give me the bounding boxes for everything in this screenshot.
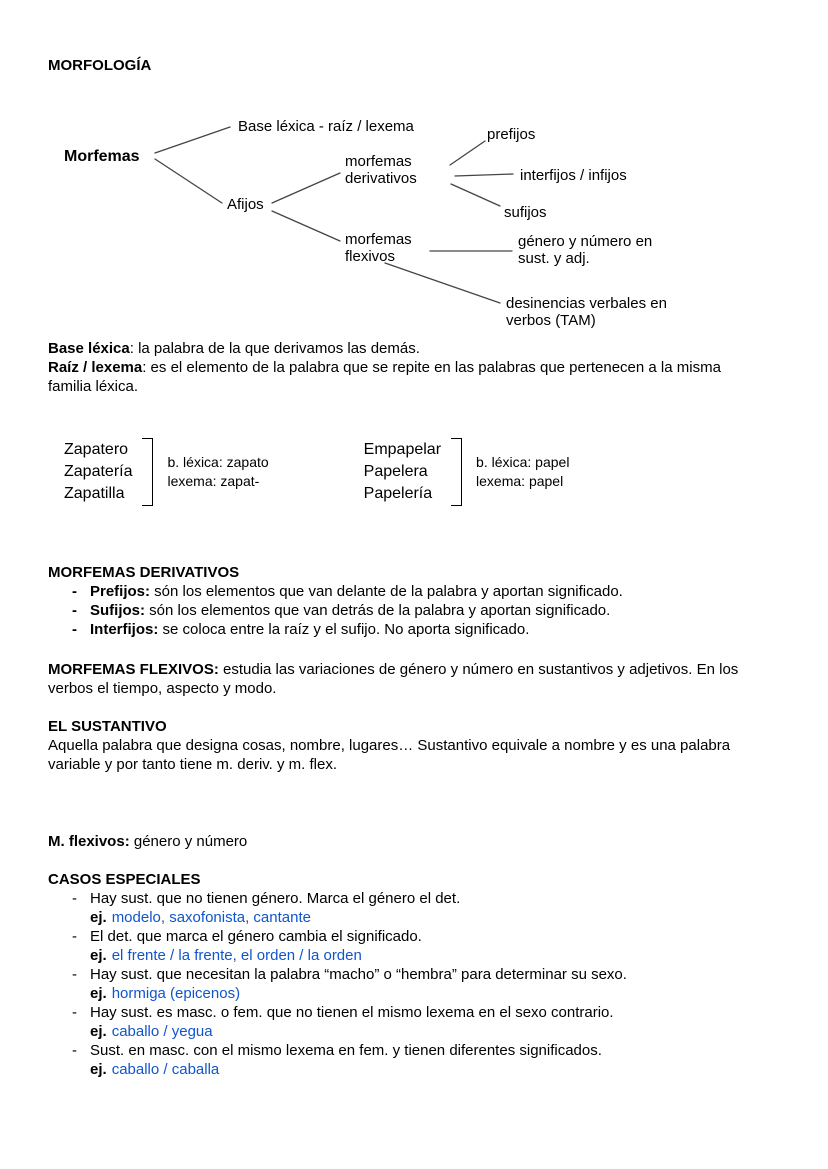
example-notes	[476, 453, 569, 491]
example-words	[364, 439, 441, 505]
definition-term: Raíz / lexema	[48, 359, 143, 376]
diagram-node-morfemas-flexivos: morfemas flexivos	[345, 231, 412, 265]
ej-label: ej.	[90, 1061, 107, 1078]
example-notes	[167, 453, 268, 491]
example-word: Empapelar	[363, 441, 442, 458]
diagram-node-sufijos: sufijos	[504, 204, 547, 221]
section-casos-especiales	[48, 870, 758, 1079]
definitions-block	[48, 339, 758, 396]
list-item-text: El det. que marca el género cambia el significado.	[90, 928, 422, 945]
example-note: b. léxica: papel	[476, 454, 570, 470]
definition-text: : es el elemento de la palabra que se repite en las palabras que pertenecen a la misma familia léxica.	[48, 359, 721, 395]
example-word: Papelera	[363, 463, 428, 480]
m-flexivos-line	[48, 832, 758, 851]
ej-label: ej.	[90, 947, 107, 964]
example-words	[64, 439, 132, 505]
diagram-node-base-lexica: Base léxica - raíz / lexema	[238, 118, 414, 135]
example-blue-text: modelo, saxofonista, cantante	[111, 909, 311, 926]
list-item	[48, 1003, 758, 1022]
list-item	[48, 601, 758, 620]
section-heading: CASOS ESPECIALES	[48, 871, 201, 888]
diagram-node-afijos: Afijos	[227, 196, 264, 213]
bullet-marker: -	[72, 890, 77, 907]
list-item-text	[90, 582, 623, 601]
example-blue-text: caballo / yegua	[111, 1023, 213, 1040]
diagram-node-prefijos: prefijos	[487, 126, 536, 143]
examples-row	[64, 438, 828, 506]
diagram-node-interfijos: interfijos / infijos	[520, 167, 627, 184]
list-item-text	[90, 601, 610, 620]
example-group-zapato	[64, 438, 269, 506]
example-line	[90, 946, 758, 965]
example-line	[90, 1022, 758, 1041]
bullet-marker: -	[72, 602, 77, 619]
paragraph-text: género y número	[129, 833, 248, 850]
ej-label: ej.	[90, 1023, 107, 1040]
example-blue-text: hormiga (epicenos)	[111, 985, 241, 1002]
section-morfemas-flexivos	[48, 660, 758, 698]
section-body: Aquella palabra que designa cosas, nombre, lugares… Sustantivo equivale a nombre y es una palabra variable y por tanto tiene m. deriv. y m. flex.	[48, 737, 731, 773]
list-item	[48, 620, 758, 639]
example-line	[90, 984, 758, 1003]
morphemes-tree-diagram	[0, 111, 828, 339]
diagram-node-morfemas-derivativos: morfemas derivativos	[345, 153, 417, 187]
bullet-marker: -	[72, 1004, 77, 1021]
bracket-shape	[142, 438, 153, 506]
example-line	[90, 1060, 758, 1079]
list-item-text: Sust. en masc. con el mismo lexema en fem. y tienen diferentes significados.	[90, 1042, 602, 1059]
list-item	[48, 889, 758, 908]
example-note: lexema: papel	[476, 473, 564, 489]
definition-text: : la palabra de la que derivamos las demás.	[129, 340, 420, 357]
list-item	[48, 582, 758, 601]
example-word: Papelería	[363, 485, 433, 502]
ej-label: ej.	[90, 985, 107, 1002]
list-rest: se coloca entre la raíz y el sufijo. No aporta significado.	[158, 621, 530, 638]
bullet-marker: -	[72, 583, 77, 600]
paragraph-lead: MORFEMAS FLEXIVOS:	[48, 661, 219, 678]
list-item	[48, 927, 758, 946]
example-blue-text: el frente / la frente, el orden / la orden	[111, 947, 362, 964]
list-item-text: Hay sust. que necesitan la palabra “macho” o “hembra” para determinar su sexo.	[90, 966, 627, 983]
paragraph-text: estudia las variaciones de género y número en sustantivos y adjetivos. En los verbos el tiempo, aspecto y modo.	[48, 661, 739, 697]
section-morfemas-derivativos	[48, 563, 758, 639]
definition-raiz-lexema	[48, 358, 758, 396]
ej-label: ej.	[90, 909, 107, 926]
list-item-text: Hay sust. que no tienen género. Marca el género el det.	[90, 890, 461, 907]
list-term: Sufijos:	[90, 602, 145, 619]
list-rest: són los elementos que van detrás de la palabra y aportan significado.	[145, 602, 611, 619]
example-line	[90, 908, 758, 927]
list-item-text	[90, 620, 529, 639]
list-item	[48, 965, 758, 984]
section-heading: EL SUSTANTIVO	[48, 718, 167, 735]
bullet-marker: -	[72, 966, 77, 983]
list-item	[48, 1041, 758, 1060]
paragraph-lead: M. flexivos:	[48, 833, 130, 850]
bracket-shape	[451, 438, 462, 506]
definition-term: Base léxica	[48, 340, 130, 357]
example-blue-text: caballo / caballa	[111, 1061, 220, 1078]
example-word: Zapatilla	[64, 485, 125, 502]
example-group-papel	[364, 438, 570, 506]
diagram-node-desinencias: desinencias verbales en verbos (TAM)	[506, 295, 667, 329]
section-el-sustantivo	[48, 717, 758, 774]
diagram-node-morfemas: Morfemas	[64, 148, 140, 165]
doc-title: MORFOLOGÍA	[48, 57, 152, 74]
example-word: Zapatero	[64, 441, 129, 458]
bullet-marker: -	[72, 928, 77, 945]
diagram-node-genero-numero: género y número en sust. y adj.	[518, 233, 653, 267]
list-term: Prefijos:	[90, 583, 151, 600]
definition-base-lexica	[48, 339, 758, 358]
example-word: Zapatería	[64, 463, 133, 480]
list-rest: són los elementos que van delante de la palabra y aportan significado.	[150, 583, 623, 600]
section-heading: MORFEMAS DERIVATIVOS	[48, 564, 240, 581]
bullet-marker: -	[72, 621, 77, 638]
list-term: Interfijos:	[90, 621, 159, 638]
bullet-marker: -	[72, 1042, 77, 1059]
example-note: lexema: zapat-	[167, 473, 260, 489]
list-item-text: Hay sust. es masc. o fem. que no tienen el mismo lexema en el sexo contrario.	[90, 1004, 614, 1021]
example-note: b. léxica: zapato	[167, 454, 269, 470]
